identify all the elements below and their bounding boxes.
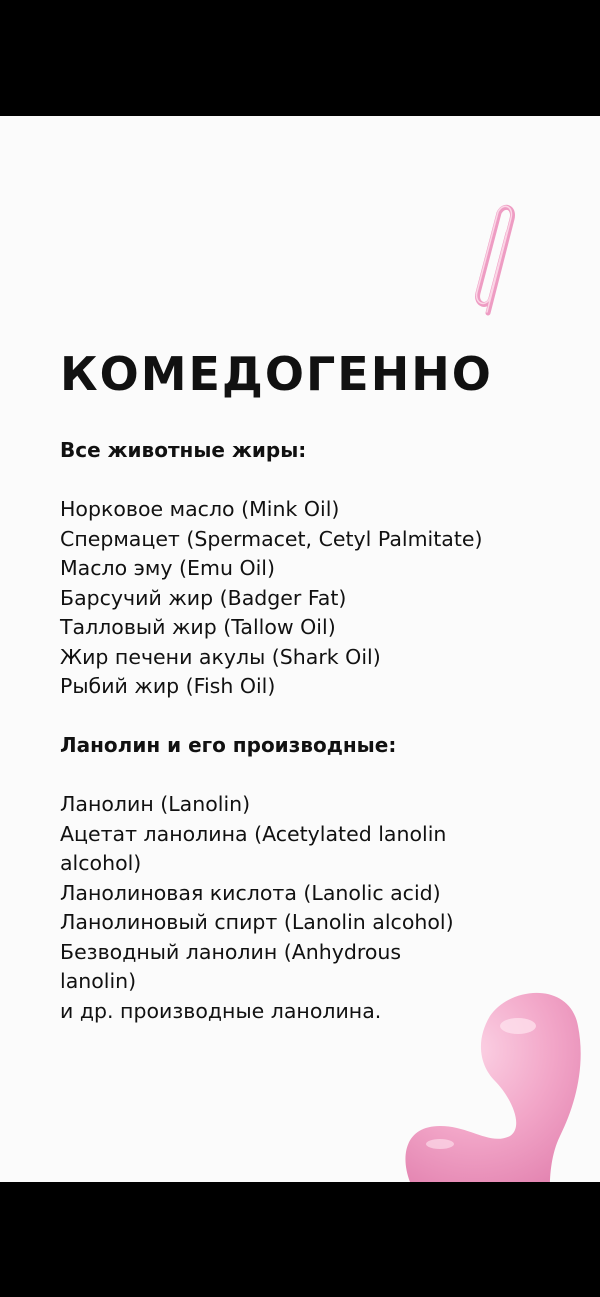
list-item: Ланолиновый спирт (Lanolin alcohol): [60, 910, 454, 934]
list-item: Талловый жир (Tallow Oil): [60, 615, 336, 639]
ingredients-list: [60, 436, 580, 1026]
list-item: Норковое масло (Mink Oil): [60, 497, 340, 521]
list-item: Ланолиновая кислота (Lanolic acid): [60, 880, 441, 905]
list-item: Жир печени акулы (Shark Oil): [60, 644, 381, 669]
list-item: Рыбий жир (Fish Oil): [60, 674, 276, 698]
list-item: Ланолин (Lanolin): [60, 792, 251, 816]
content-card: [0, 116, 600, 1182]
paperclip-icon: [466, 201, 526, 321]
top-letterbox-bar: [0, 0, 600, 116]
bottom-letterbox-bar: [0, 1182, 600, 1297]
list-item: Масло эму (Emu Oil): [60, 556, 275, 580]
section-heading-lanolin: Ланолин и его производные:: [60, 733, 397, 757]
animal-fats-list: [60, 495, 580, 702]
list-item: Барсучий жир (Badger Fat): [60, 585, 347, 610]
list-item: Безводный ланолин (Anhydrous lanolin): [60, 939, 402, 993]
pink-liquid-blob: [400, 986, 600, 1182]
page-title: КОМЕДОГЕННО: [60, 347, 493, 401]
list-item: и др. производные ланолина.: [60, 998, 382, 1023]
list-item: Ацетат ланолина (Acetylated lanolin alcohol): [60, 821, 447, 875]
section-heading-animal-fats: Все животные жиры:: [60, 438, 307, 462]
list-item: Спермацет (Spermacet, Cetyl Palmitate): [60, 526, 483, 551]
